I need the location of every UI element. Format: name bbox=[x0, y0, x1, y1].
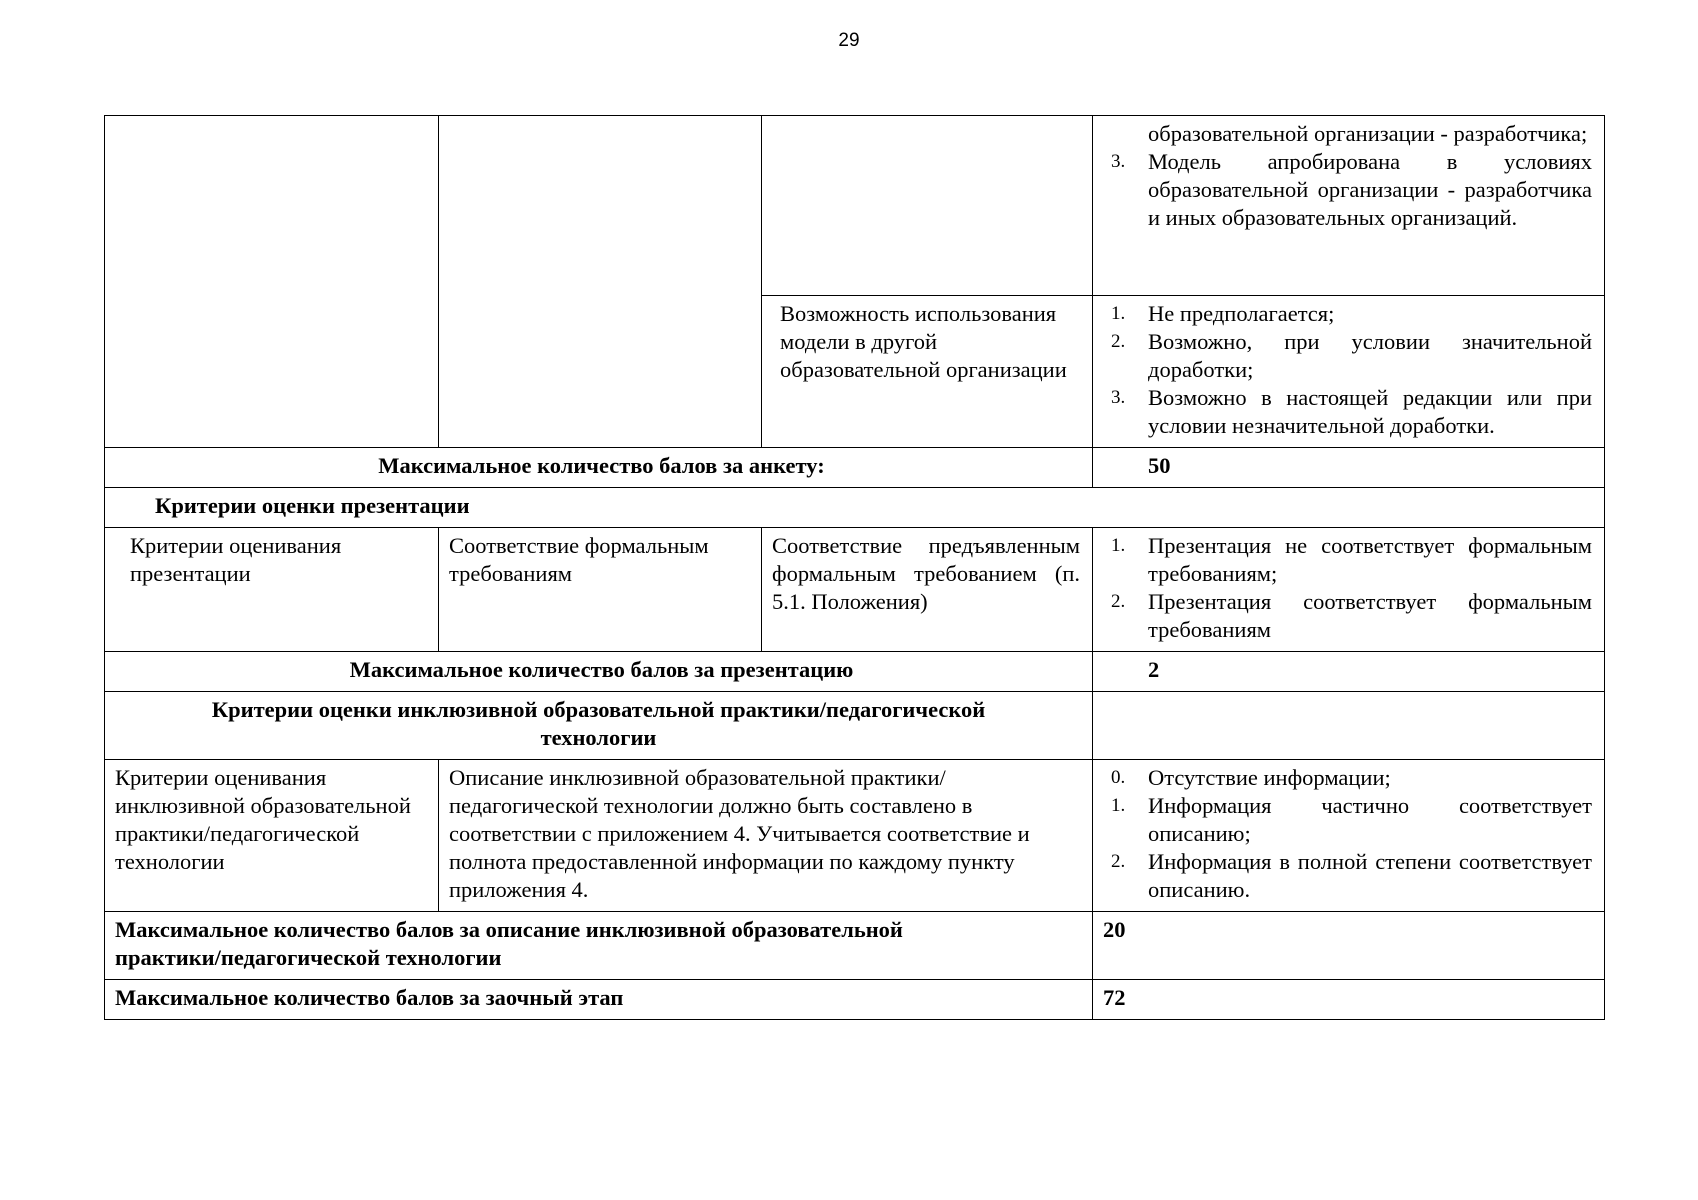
score-options-list bbox=[1111, 532, 1592, 644]
list-number: 1. bbox=[1111, 535, 1126, 556]
criterion-description-cell: Описание инклюзивной образовательной практики/педагогической технологии должно быть составлено в соответствии с приложением 4. Учитывается соответствие и полнота предоставленной информации по каждому пункту приложения 4. bbox=[439, 760, 1093, 912]
list-item bbox=[1111, 148, 1592, 232]
empty-cell bbox=[439, 296, 762, 448]
criterion-description-cell: Соответствие предъявленным формальным требованием (п. 5.1. Положения) bbox=[762, 528, 1093, 652]
presentation-section-header: Критерии оценки презентации bbox=[105, 488, 1605, 528]
table-row bbox=[105, 116, 1605, 296]
list-item bbox=[1111, 848, 1592, 904]
empty-cell bbox=[762, 116, 1093, 296]
table-row bbox=[105, 652, 1605, 692]
list-item bbox=[1111, 328, 1592, 384]
criterion-group-cell: Критерии оценивания инклюзивной образовательной практики/педагогической технологии bbox=[105, 760, 439, 912]
score-options-cell bbox=[1093, 116, 1605, 296]
page-number: 29 bbox=[838, 30, 860, 51]
list-number: 1. bbox=[1111, 795, 1126, 816]
table-row bbox=[105, 912, 1605, 980]
list-item bbox=[1111, 300, 1592, 328]
empty-cell bbox=[105, 296, 439, 448]
list-text: Возможно, при условии значительной доработки; bbox=[1148, 329, 1592, 382]
practice-section-header: Критерии оценки инклюзивной образовательной практики/педагогической технологии bbox=[105, 692, 1093, 760]
list-text: Презентация не соответствует формальным требованиям; bbox=[1148, 533, 1592, 586]
table-row bbox=[105, 760, 1605, 912]
score-options-list bbox=[1111, 764, 1592, 904]
list-item bbox=[1111, 764, 1592, 792]
list-item bbox=[1111, 588, 1592, 644]
criterion-text: Возможность использования модели в другой образовательной организации bbox=[780, 301, 1067, 382]
list-number: 2. bbox=[1111, 851, 1126, 872]
list-item bbox=[1111, 384, 1592, 440]
criteria-table bbox=[104, 115, 1605, 1020]
score-options-list bbox=[1111, 300, 1592, 440]
list-text: Презентация соответствует формальным требованиям bbox=[1148, 589, 1592, 642]
max-presentation-label: Максимальное количество балов за презентацию bbox=[105, 652, 1093, 692]
score-options-cell bbox=[1093, 296, 1605, 448]
table-row bbox=[105, 488, 1605, 528]
table-row bbox=[105, 448, 1605, 488]
table-row bbox=[105, 980, 1605, 1020]
max-total-value: 72 bbox=[1093, 980, 1605, 1020]
list-text: Информация в полной степени соответствует описанию. bbox=[1148, 849, 1592, 902]
score-options-list bbox=[1111, 148, 1592, 232]
max-anketa-label: Максимальное количество балов за анкету: bbox=[105, 448, 1093, 488]
max-practice-label: Максимальное количество балов за описание инклюзивной образовательной практики/педагогической технологии bbox=[105, 912, 1093, 980]
list-item bbox=[1111, 792, 1592, 848]
list-text: Возможно в настоящей редакции или при условии незначительной доработки. bbox=[1148, 385, 1592, 438]
list-number: 2. bbox=[1111, 331, 1126, 352]
score-options-cell bbox=[1093, 528, 1605, 652]
option-continuation: образовательной организации - разработчика; bbox=[1148, 121, 1588, 146]
score-options-cell bbox=[1093, 760, 1605, 912]
list-text: Модель апробирована в условиях образовательной организации - разработчика и иных образовательных организаций. bbox=[1148, 149, 1592, 230]
max-total-label: Максимальное количество балов за заочный этап bbox=[105, 980, 1093, 1020]
empty-cell bbox=[439, 116, 762, 296]
max-anketa-value: 50 bbox=[1093, 448, 1605, 488]
list-number: 3. bbox=[1111, 387, 1126, 408]
max-practice-value: 20 bbox=[1093, 912, 1605, 980]
table-row bbox=[105, 296, 1605, 448]
list-text: Информация частично соответствует описанию; bbox=[1148, 793, 1592, 846]
list-number: 1. bbox=[1111, 303, 1126, 324]
list-item bbox=[1111, 532, 1592, 588]
list-number: 3. bbox=[1111, 151, 1126, 172]
list-number: 2. bbox=[1111, 591, 1126, 612]
list-number: 0. bbox=[1111, 767, 1126, 788]
criterion-group-cell: Критерии оценивания презентации bbox=[105, 528, 439, 652]
table-row bbox=[105, 528, 1605, 652]
empty-cell bbox=[105, 116, 439, 296]
criterion-cell: Соответствие формальным требованиям bbox=[439, 528, 762, 652]
criterion-cell bbox=[762, 296, 1093, 448]
empty-cell bbox=[1093, 692, 1605, 760]
list-text: Отсутствие информации; bbox=[1148, 765, 1391, 790]
max-presentation-value: 2 bbox=[1093, 652, 1605, 692]
list-text: Не предполагается; bbox=[1148, 301, 1335, 326]
table-row bbox=[105, 692, 1605, 760]
